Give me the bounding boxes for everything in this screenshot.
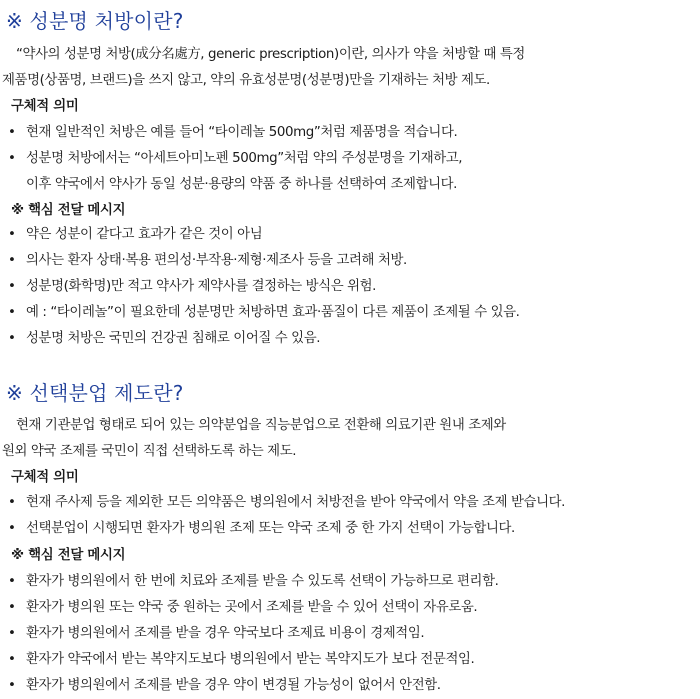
section2-key-item-text: 환자가 약국에서 받는 복약지도보다 병의원에서 받는 복약지도가 보다 전문적임. <box>26 652 475 667</box>
section1-key-item-text: 성분명(화학명)만 적고 약사가 제약사를 결정하는 방식은 위험. <box>26 279 377 294</box>
section1-key-item <box>8 275 376 294</box>
section2-meaning-title: 구체적 의미 <box>11 470 79 485</box>
bullet-dot: • <box>8 227 16 242</box>
section1-intro-line-1: “약사의 성분명 처방(成分名處方, generic prescription)이란, 의사가 약을 처방할 때 특정 <box>16 47 525 62</box>
bullet-dot: • <box>8 125 16 140</box>
bullet-dot: • <box>8 151 16 166</box>
section1-key-item <box>8 249 407 268</box>
section1-heading: ※ 성분명 처방이란? <box>6 9 184 33</box>
section1-meaning-continuation: 이후 약국에서 약사가 동일 성분·용량의 약품 중 하나를 선택하여 조제합니다. <box>26 177 458 192</box>
section1-meaning-item <box>8 147 462 166</box>
section1-key-item-text: 성분명 처방은 국민의 건강권 침해로 이어질 수 있음. <box>26 331 321 346</box>
bullet-dot: • <box>8 279 16 294</box>
section2-meaning-item <box>8 517 515 536</box>
section2-key-item-text: 환자가 병의원에서 조제를 받을 경우 약이 변경될 가능성이 없어서 안전함. <box>26 678 441 693</box>
bullet-dot: • <box>8 652 16 667</box>
section2-heading: ※ 선택분업 제도란? <box>6 381 184 405</box>
section1-meaning-item-text: 성분명 처방에서는 “아세트아미노펜 500mg”처럼 약의 주성분명을 기재하고, <box>26 151 463 166</box>
bullet-dot: • <box>8 678 16 693</box>
section2-meaning-item <box>8 491 565 510</box>
section2-key-item <box>8 596 477 615</box>
bullet-dot: • <box>8 305 16 320</box>
section1-meaning-title: 구체적 의미 <box>11 99 79 114</box>
section1-meaning-item-text: 현재 일반적인 처방은 예를 들어 “타이레놀 500mg”처럼 제품명을 적습니다. <box>26 125 458 140</box>
section2-key-item <box>8 622 424 641</box>
section1-meaning-item <box>8 121 457 140</box>
section2-intro-line-1: 현재 기관분업 형태로 되어 있는 의약분업을 직능분업으로 전환해 의료기관 원내 조제와 <box>16 418 506 433</box>
section1-key-item <box>8 327 320 346</box>
section2-key-item-text: 환자가 병의원에서 한 번에 치료와 조제를 받을 수 있도록 선택이 가능하므로 편리함. <box>26 574 499 589</box>
bullet-dot: • <box>8 331 16 346</box>
bullet-dot: • <box>8 495 16 510</box>
section2-key-item <box>8 648 474 667</box>
section1-key-title: ※ 핵심 전달 메시지 <box>11 203 126 218</box>
section2-key-item <box>8 570 498 589</box>
section2-key-item-text: 환자가 병의원에서 조제를 받을 경우 약국보다 조제료 비용이 경제적임. <box>26 626 425 641</box>
section2-meaning-item-text: 선택분업이 시행되면 환자가 병의원 조제 또는 약국 조제 중 한 가지 선택이 가능합니다. <box>26 521 515 536</box>
section1-key-item <box>8 223 262 242</box>
bullet-dot: • <box>8 253 16 268</box>
bullet-dot: • <box>8 521 16 536</box>
bullet-dot: • <box>8 626 16 641</box>
section2-key-title: ※ 핵심 전달 메시지 <box>11 548 126 563</box>
section1-intro-line-2: 제품명(상품명, 브랜드)을 쓰지 않고, 약의 유효성분명(성분명)만을 기재하는 처방 제도. <box>2 73 490 88</box>
section2-intro-line-2: 원외 약국 조제를 국민이 직접 선택하도록 하는 제도. <box>2 444 297 459</box>
bullet-dot: • <box>8 574 16 589</box>
section1-key-item-text: 예 : “타이레놀”이 필요한데 성분명만 처방하면 효과·품질이 다른 제품이 조제될 수 있음. <box>26 305 520 320</box>
section1-key-item-text: 약은 성분이 같다고 효과가 같은 것이 아님 <box>26 227 263 242</box>
bullet-dot: • <box>8 600 16 615</box>
section2-key-item <box>8 674 441 693</box>
section1-key-item-text: 의사는 환자 상태·복용 편의성·부작용·제형·제조사 등을 고려해 처방. <box>26 253 407 268</box>
section1-key-item <box>8 301 520 320</box>
section2-key-item-text: 환자가 병의원 또는 약국 중 원하는 곳에서 조제를 받을 수 있어 선택이 자유로움. <box>26 600 478 615</box>
section2-meaning-item-text: 현재 주사제 등을 제외한 모든 의약품은 병의원에서 처방전을 받아 약국에서 약을 조제 받습니다. <box>26 495 566 510</box>
